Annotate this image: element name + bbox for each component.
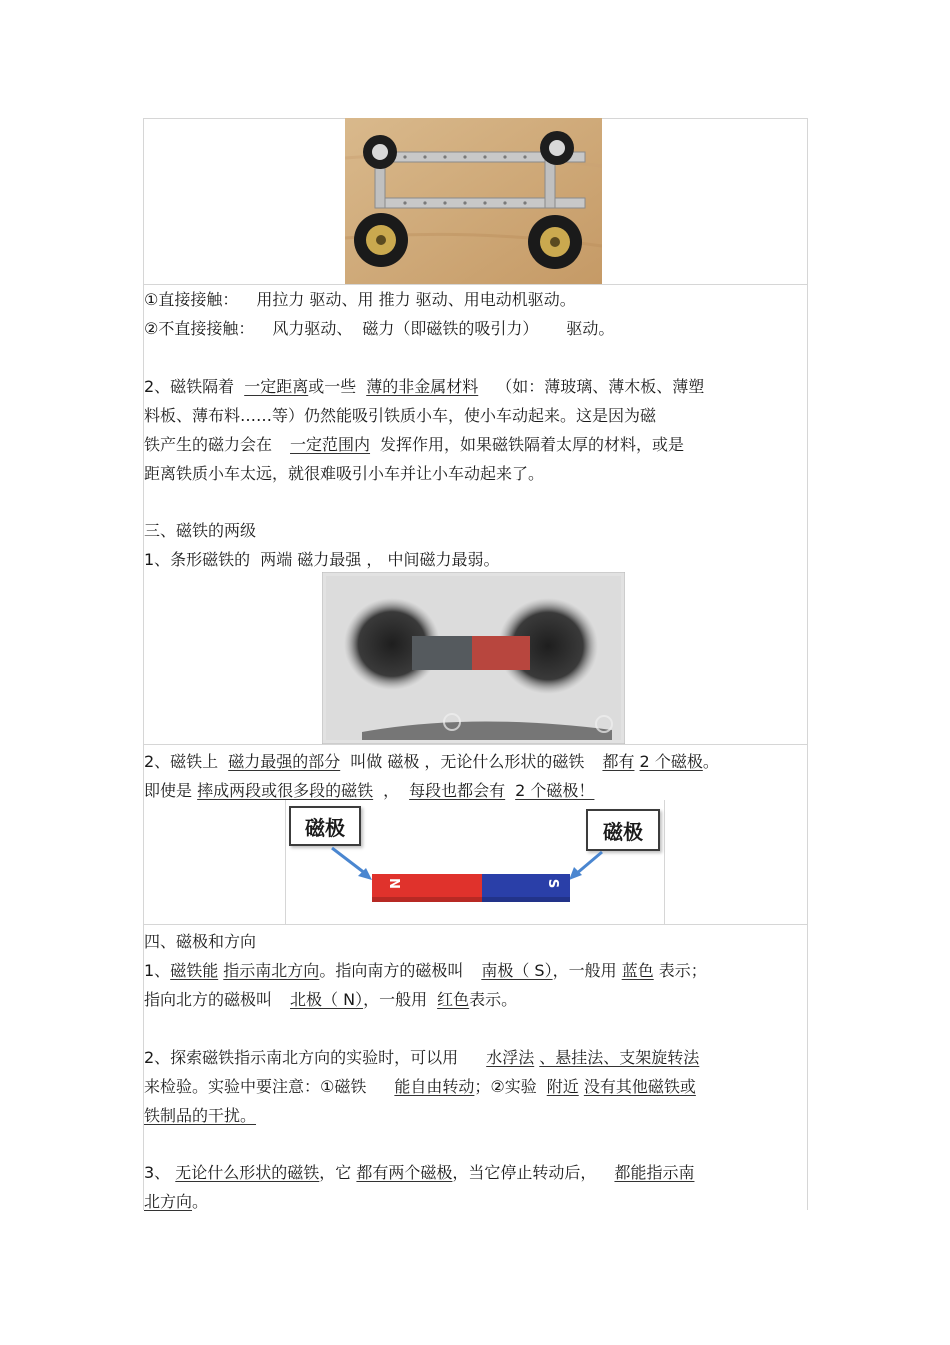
- n-label: N: [385, 878, 401, 889]
- text: 推力: [378, 290, 411, 309]
- blank-answer: 磁力最强的部分: [228, 752, 341, 771]
- text: ①直接接触：: [144, 290, 239, 309]
- text: 来检验。实验中要注意：①磁铁: [144, 1077, 367, 1096]
- text: 3、: [144, 1163, 171, 1182]
- magnet-pole-diagram: [285, 800, 665, 924]
- blank-answer: 指示南北方向: [223, 961, 320, 980]
- text: （如：薄玻璃、薄木板、薄塑: [496, 377, 705, 396]
- section-heading: [144, 521, 256, 541]
- text: 磁力最强: [297, 550, 362, 569]
- text-line: [144, 990, 517, 1010]
- text: 铁产生的磁力会在: [144, 435, 273, 454]
- text: 发挥作用，如果磁铁隔着太厚的材料，或是: [380, 435, 685, 454]
- blank-answer: 南极（ S）: [481, 961, 553, 980]
- text: 1、条形磁铁的: [144, 550, 251, 569]
- text: ，它: [319, 1163, 352, 1182]
- iron-filings-image: [322, 572, 625, 744]
- text: 。指向南方的磁极叫: [319, 961, 464, 980]
- pole-label-left: 磁极: [289, 806, 361, 846]
- blank-answer: 、悬挂法、支架旋转法: [539, 1048, 700, 1067]
- blank-answer: 能自由转动: [394, 1077, 475, 1096]
- text: 两端: [260, 550, 293, 569]
- text: 指向北方的磁极叫: [144, 990, 273, 1009]
- text: 距离铁质小车太远，就很难吸引小车并让小车动起来了。: [144, 464, 545, 483]
- blank-answer: 无论什么形状的磁铁: [175, 1163, 320, 1182]
- blank-answer: 薄的非金属材料: [366, 377, 479, 396]
- pole-label-right: 磁极: [586, 809, 660, 851]
- blank-answer: 都能指示南: [614, 1163, 695, 1182]
- text: 磁极: [387, 752, 420, 771]
- blank-answer: 北极（ N）: [290, 990, 364, 1009]
- text-line: [144, 435, 684, 455]
- text: ，当它停止转动后，: [452, 1163, 597, 1182]
- text: 三、磁铁的两级: [144, 521, 257, 540]
- text: 即使是: [144, 781, 193, 800]
- blank-answer: 都有: [602, 752, 635, 771]
- text: 2、磁铁隔着: [144, 377, 235, 396]
- blank-answer: 铁制品的干扰。: [144, 1106, 257, 1125]
- text: 驱动、用电动机驱动。: [415, 290, 576, 309]
- blank-answer: 一定距离: [244, 377, 309, 396]
- text: 料板、薄布料……等）仍然能吸引铁质小车，使小车动起来。这是因为磁: [144, 406, 657, 425]
- blank-answer: 摔成两段或很多段的磁铁: [197, 781, 374, 800]
- text: 2、磁铁上: [144, 752, 219, 771]
- text: 。: [192, 1192, 209, 1211]
- blank-answer: 水浮法: [486, 1048, 535, 1067]
- text-line: [144, 406, 656, 426]
- text: 。: [702, 752, 719, 771]
- text: 叫做: [350, 752, 383, 771]
- text: 四、磁极和方向: [144, 932, 257, 951]
- text-line: [144, 781, 594, 801]
- section-heading: [144, 932, 256, 952]
- text: 或一些: [308, 377, 357, 396]
- text-line: [144, 464, 544, 484]
- blank-answer: 没有其他磁铁或: [583, 1077, 696, 1096]
- blank-answer: 北方向: [144, 1192, 193, 1211]
- text-line: [144, 1077, 696, 1097]
- text: ，一般用: [552, 961, 617, 980]
- blank-answer: 2 个磁极！: [515, 781, 595, 800]
- text: 磁力（即磁铁的吸引力）: [362, 319, 539, 338]
- text-line: [144, 961, 707, 981]
- text-line: [144, 1106, 256, 1126]
- blank-answer: 每段也都会有: [409, 781, 506, 800]
- blank-answer: 都有两个磁极: [356, 1163, 453, 1182]
- text: 用拉力: [256, 290, 305, 309]
- blank-answer: 蓝色: [621, 961, 654, 980]
- text-line: [144, 377, 704, 397]
- blank-answer: 红色: [437, 990, 470, 1009]
- text-line: [144, 550, 500, 570]
- blank-answer: 附近: [546, 1077, 579, 1096]
- text: 风力驱动、: [272, 319, 353, 338]
- text: 驱动、用: [309, 290, 374, 309]
- text-line: [144, 752, 719, 772]
- text: 2、探索磁铁指示南北方向的实验时，可以用: [144, 1048, 459, 1067]
- s-label: S: [545, 878, 561, 889]
- text: 驱动。: [566, 319, 615, 338]
- text: 1、: [144, 961, 171, 980]
- text-line: [144, 1048, 699, 1068]
- text: ；②实验: [474, 1077, 537, 1096]
- toy-car-image: [345, 118, 602, 284]
- text: 表示；: [658, 961, 707, 980]
- text-line: [144, 1192, 208, 1212]
- text: ，: [366, 550, 383, 569]
- blank-answer: 2 个磁极: [639, 752, 703, 771]
- text: ，: [383, 781, 400, 800]
- text: ②不直接接触：: [144, 319, 255, 338]
- blank-answer: 一定范围内: [290, 435, 371, 454]
- text-line: [144, 290, 576, 310]
- text-line: [144, 1163, 694, 1183]
- text: 表示。: [469, 990, 518, 1009]
- divider: [143, 924, 807, 925]
- text: ，一般用: [363, 990, 428, 1009]
- divider: [143, 744, 807, 745]
- blank-answer: 磁铁能: [170, 961, 219, 980]
- divider: [143, 284, 807, 285]
- text: 中间磁力最弱。: [387, 550, 500, 569]
- text-line: [144, 319, 614, 339]
- text: ，无论什么形状的磁铁: [424, 752, 585, 771]
